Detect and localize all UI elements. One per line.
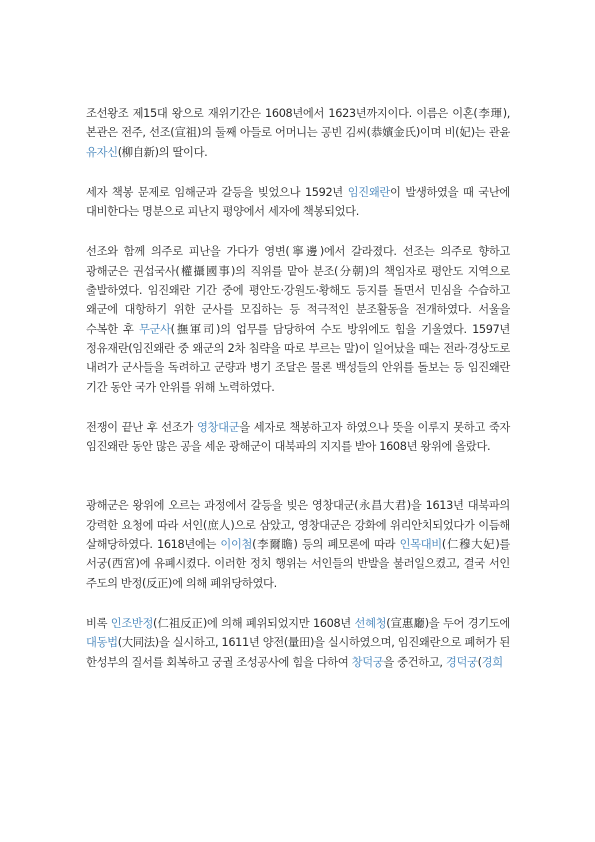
text-segment: (仁穆大妃)를 서궁(西宮)에 유폐시켰다. 이러한 정치 행위는 서인들의 반발을 불러일으켰고, 결국 서인 주도의 반정(反正)에 의해 폐위당하였다.: [86, 538, 510, 590]
text-segment: 이 발생하였을 때 국난에 대비한다는 명분으로 피난지 평양에서 세자에 책봉되었다.: [86, 185, 510, 219]
paragraph-deposition: [86, 496, 510, 592]
document-body: [86, 104, 510, 672]
text-segment: 조선왕조 제15대 왕으로 재위기간은 1608년에서 1623년까지이다. 이름은 이혼(李琿), 본관은 전주, 선조(宣祖)의 둘째 아들로 어머니는 공빈 김씨(恭嬪金氏)이며 비(妃)는 관윤: [86, 107, 510, 140]
link-seonhyecheong[interactable]: 선혜청: [354, 616, 387, 630]
paragraph-wartime: [86, 242, 510, 396]
link-daedongbeop[interactable]: 대동법: [86, 636, 118, 650]
text-segment: (: [477, 655, 482, 669]
link-injo-banjeong[interactable]: 인조반정: [110, 616, 154, 630]
text-segment: 을 중건하고,: [383, 655, 446, 669]
text-segment: 을 세자로 책봉하고자 하였으나 뜻을 이루지 못하고 죽자 임진왜란 동안 많은 공을 세운 광해군이 대북파의 지지를 받아 1608년 왕위에 올랐다.: [86, 420, 510, 454]
link-mugunsa[interactable]: 무군사: [138, 322, 171, 336]
paragraph-crown-prince: [86, 183, 510, 222]
paragraph-birth: [86, 104, 510, 162]
text-segment: 비록: [86, 616, 111, 630]
text-segment: (仁祖反正)에 의해 폐위되었지만 1608년: [153, 616, 355, 630]
paragraph-accession: [86, 418, 510, 457]
text-segment: (李爾瞻) 등의 폐모론에 따라: [252, 538, 400, 552]
link-yi-icheom[interactable]: 이이첨: [220, 538, 253, 552]
text-segment: 전쟁이 끝난 후 선조가: [86, 420, 197, 434]
text-segment: (宣惠廳)을 두어 경기도에: [386, 616, 510, 630]
text-segment: 광해군은 왕위에 오르는 과정에서 갈등을 빚은 영창대군(永昌大君)을 1613년 대북파의 강력한 요청에 따라 서인(庶人)으로 삼았고, 영창대군은 강화에 위리안치되었다가 이듬해 살해당하였다. 1618년에는: [86, 499, 510, 552]
text-segment: (大同法)을 실시하고, 1611년 양전(量田)을 실시하였으며, 임진왜란으로 폐허가 된 한성부의 질서를 회복하고 궁궐 조성공사에 힘을 다하여: [86, 636, 510, 669]
link-yeongchang-daegun[interactable]: 영창대군: [196, 420, 240, 434]
text-segment: 선조와 함께 의주로 피난을 가다가 영변(寧邊)에서 갈라졌다. 선조는 의주로 향하고 광해군은 권섭국사(權攝國事)의 직위를 맡아 분조(分朝)의 책임자로 평안도 지역으로 출발하였다. 임진왜란 기간 중에 평안도·강원도·황해도 등지를 돌면서 민심을 수습하고 왜군에 대항하기 위한 군사를 모집하는 등 적극적인 분조활동을 전개하였다. 서울을 수복한 후: [86, 245, 510, 336]
text-segment: 세자 책봉 문제로 임해군과 갈등을 빚었으나 1592년: [86, 185, 348, 199]
link-gyeonghui[interactable]: 경희: [481, 655, 503, 669]
text-segment: (柳自新)의 딸이다.: [117, 145, 208, 159]
paragraph-achievements: [86, 614, 510, 672]
link-inmok-daebi[interactable]: 인목대비: [399, 538, 442, 552]
link-imjin-war[interactable]: 임진왜란: [347, 185, 390, 199]
link-changdeokgung[interactable]: 창덕궁: [351, 655, 384, 669]
link-yu-ja-sin[interactable]: 유자신: [86, 145, 118, 159]
link-gyeongdeokgung[interactable]: 경덕궁: [445, 655, 478, 669]
text-segment: (撫軍司)의 업무를 담당하여 수도 방위에도 힘을 기울였다. 1597년 정유재란(임진왜란 중 왜군의 2차 침략을 따로 부르는 말)이 일어났을 때는 전라·경상도로 내려가 군사들을 독려하고 군량과 병기 조달은 물론 백성들의 안위를 돌보는 등 임진왜란 기간 동안 국가 안위를 위해 노력하였다.: [86, 322, 510, 394]
